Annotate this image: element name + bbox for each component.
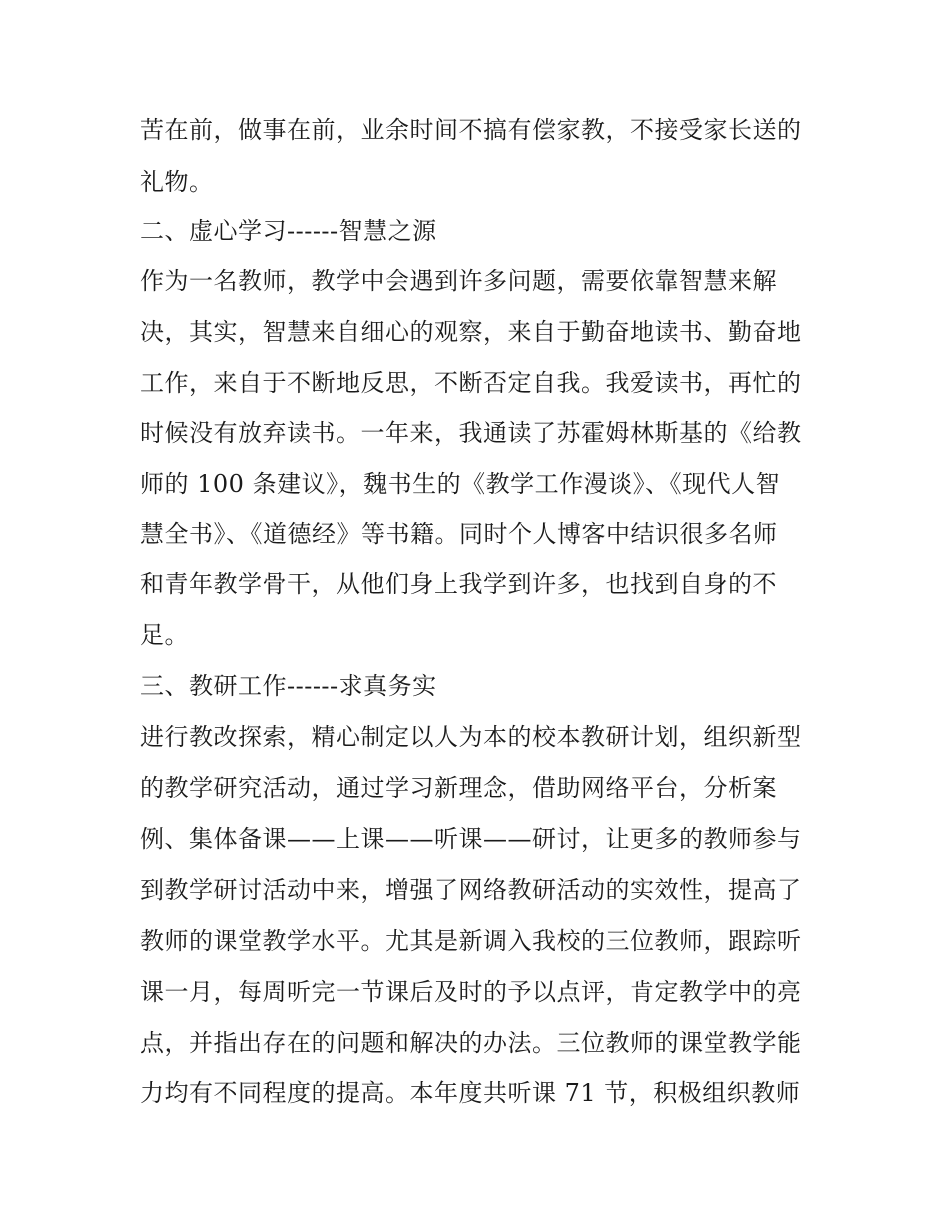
text-line: 进行教改探索，精心制定以人为本的校本教研计划，组织新型 <box>140 723 802 751</box>
text-line: 礼物。 <box>140 168 214 196</box>
text-line: 决，其实，智慧来自细心的观察，来自于勤奋地读书、勤奋地 <box>140 318 802 346</box>
text-line: 作为一名教师，教学中会遇到许多问题，需要依靠智慧来解 <box>140 267 777 295</box>
text-line: 点，并指出存在的问题和解决的办法。三位教师的课堂教学能 <box>140 1029 802 1057</box>
text-line: 力均有不同程度的提高。本年度共听课 71 节，积极组织教师 <box>140 1079 801 1107</box>
text-line: 工作，来自于不断地反思，不断否定自我。我爱读书，再忙的 <box>140 369 802 397</box>
text-line: 的教学研究活动，通过学习新理念，借助网络平台，分析案 <box>140 774 777 802</box>
text-line: 例、集体备课——上课——听课——研讨，让更多的教师参与 <box>140 825 802 853</box>
text-line: 和青年教学骨干，从他们身上我学到许多，也找到自身的不 <box>140 570 777 598</box>
text-line: 足。 <box>140 621 189 649</box>
text-line: 到教学研讨活动中来，增强了网络教研活动的实效性，提高了 <box>140 876 802 904</box>
section-heading: 二、虚心学习------智慧之源 <box>140 217 437 245</box>
text-line: 苦在前，做事在前，业余时间不搞有偿家教，不接受家长送的 <box>140 116 802 144</box>
text-line: 课一月，每周听完一节课后及时的予以点评，肯定教学中的亮 <box>140 978 802 1006</box>
text-line: 时候没有放弃读书。一年来，我通读了苏霍姆林斯基的《给教 <box>140 419 802 447</box>
text-line: 教师的课堂教学水平。尤其是新调入我校的三位教师，跟踪听 <box>140 927 802 955</box>
text-line: 师的 100 条建议》，魏书生的《教学工作漫谈》、《现代人智 <box>140 470 781 498</box>
text-line: 慧全书》、《道德经》等书籍。同时个人博客中结识很多名师 <box>140 520 778 548</box>
section-heading: 三、教研工作------求真务实 <box>140 672 437 700</box>
